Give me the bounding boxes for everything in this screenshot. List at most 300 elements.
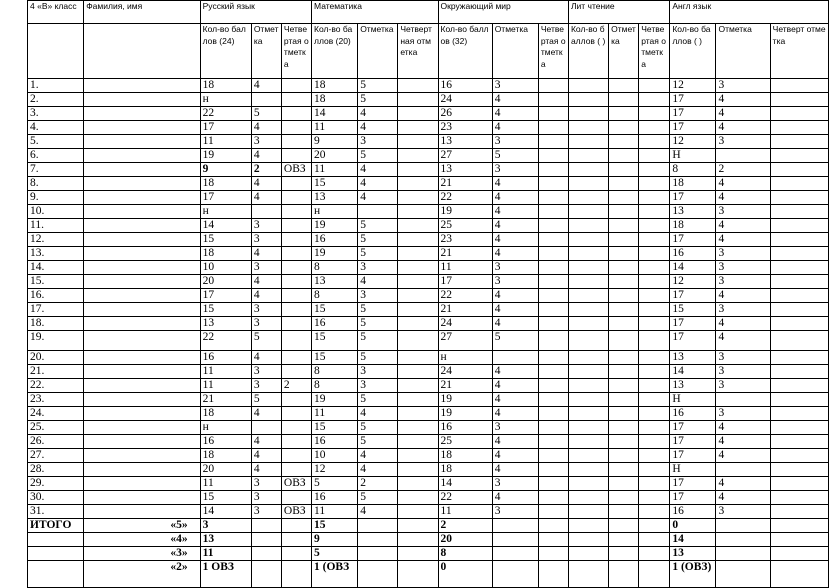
eng-quarter-cell [770, 449, 828, 463]
math-points-cell: 12 [312, 463, 358, 477]
world-quarter-cell [538, 261, 568, 275]
eng-quarter-cell [770, 163, 828, 177]
totals-rus-count: 13 [200, 533, 251, 547]
rus-quarter-cell: 2 [281, 379, 311, 393]
rus-points-cell: 20 [200, 463, 251, 477]
world-quarter-cell [538, 247, 568, 261]
lit-points-cell [568, 407, 608, 421]
lit-points-cell [568, 449, 608, 463]
lit-mark-cell [609, 79, 639, 93]
totals-row [28, 547, 829, 561]
eng-quarter-cell [770, 365, 828, 379]
lit-quarter-cell [639, 407, 670, 421]
math-quarter-cell [398, 121, 438, 135]
rus-quarter-cell [281, 317, 311, 331]
row-number-cell: 26. [28, 435, 84, 449]
lit-quarter-cell [639, 351, 670, 365]
math-mark-cell: 5 [358, 303, 398, 317]
rus-quarter-cell [281, 421, 311, 435]
eng-quarter-cell [770, 379, 828, 393]
world-mark-cell: 3 [492, 135, 538, 149]
world-quarter-cell [538, 421, 568, 435]
eng-quarter-cell [770, 149, 828, 163]
math-quarter-cell [398, 351, 438, 365]
student-name-cell [84, 219, 200, 233]
world-points-header: Кол-во баллов (32) [438, 24, 492, 79]
rus-mark-cell: 3 [251, 303, 281, 317]
table-row [28, 275, 829, 289]
math-quarter-cell [398, 491, 438, 505]
totals-math-count: 5 [312, 547, 358, 561]
table-row [28, 177, 829, 191]
rus-mark-header: Отметка [251, 24, 281, 79]
row-number-cell: 31. [28, 505, 84, 519]
student-name-cell [84, 505, 200, 519]
eng-quarter-cell [770, 247, 828, 261]
world-points-cell: 19 [438, 393, 492, 407]
rus-points-cell: н [200, 421, 251, 435]
lit-mark-cell [609, 303, 639, 317]
math-points-cell: 16 [312, 233, 358, 247]
math-mark-cell: 5 [358, 149, 398, 163]
math-mark-cell: 4 [358, 121, 398, 135]
eng-mark-header: Отметка [716, 24, 770, 79]
math-quarter-cell [398, 247, 438, 261]
world-points-cell: 16 [438, 421, 492, 435]
totals-empty-cell [281, 519, 311, 533]
math-points-cell: 5 [312, 477, 358, 491]
eng-quarter-cell [770, 351, 828, 365]
world-points-cell: 24 [438, 365, 492, 379]
eng-mark-cell: 4 [716, 449, 770, 463]
math-mark-cell: 5 [358, 351, 398, 365]
eng-mark-cell: 2 [716, 163, 770, 177]
table-row [28, 135, 829, 149]
math-quarter-cell [398, 289, 438, 303]
world-points-cell: 18 [438, 449, 492, 463]
math-quarter-cell [398, 233, 438, 247]
eng-points-cell: 17 [670, 233, 716, 247]
rus-points-cell: 15 [200, 233, 251, 247]
totals-empty-cell [358, 519, 398, 533]
lit-points-cell [568, 303, 608, 317]
eng-points-cell: 16 [670, 247, 716, 261]
rus-mark-cell: 4 [251, 191, 281, 205]
math-mark-cell: 4 [358, 463, 398, 477]
lit-quarter-cell [639, 379, 670, 393]
table-row [28, 149, 829, 163]
eng-quarter-cell [770, 191, 828, 205]
rus-mark-cell: 4 [251, 463, 281, 477]
student-name-cell [84, 93, 200, 107]
math-quarter-cell [398, 463, 438, 477]
eng-quarter-cell [770, 93, 828, 107]
lit-points-cell [568, 379, 608, 393]
totals-empty-cell [716, 561, 770, 588]
eng-mark-cell: 3 [716, 205, 770, 219]
totals-label [28, 561, 84, 588]
rus-mark-cell: 3 [251, 261, 281, 275]
lit-mark-cell [609, 351, 639, 365]
lit-mark-cell [609, 219, 639, 233]
lit-points-cell [568, 505, 608, 519]
header-empty-cell [28, 24, 84, 79]
eng-quarter-cell [770, 477, 828, 491]
eng-mark-cell: 4 [716, 219, 770, 233]
table-row [28, 191, 829, 205]
world-mark-cell: 3 [492, 421, 538, 435]
eng-points-cell: 14 [670, 261, 716, 275]
rus-points-cell: 17 [200, 191, 251, 205]
lit-mark-cell [609, 491, 639, 505]
world-quarter-cell [538, 79, 568, 93]
math-points-cell: 16 [312, 317, 358, 331]
math-mark-cell: 2 [358, 477, 398, 491]
rus-quarter-cell: ОВЗ [281, 505, 311, 519]
eng-mark-cell: 4 [716, 317, 770, 331]
world-points-cell: 11 [438, 505, 492, 519]
world-mark-cell: 4 [492, 177, 538, 191]
eng-quarter-cell [770, 421, 828, 435]
eng-quarter-header: Четверт отметка [770, 24, 828, 79]
subject-russian: Русский язык [200, 1, 311, 24]
math-points-cell: 18 [312, 93, 358, 107]
world-points-cell: 24 [438, 317, 492, 331]
lit-quarter-cell [639, 463, 670, 477]
world-quarter-cell [538, 191, 568, 205]
world-quarter-cell [538, 331, 568, 351]
row-number-cell: 9. [28, 191, 84, 205]
math-quarter-cell [398, 407, 438, 421]
row-number-cell: 15. [28, 275, 84, 289]
math-points-cell: 16 [312, 435, 358, 449]
eng-points-cell: 18 [670, 219, 716, 233]
rus-quarter-cell [281, 149, 311, 163]
lit-points-cell [568, 219, 608, 233]
world-mark-cell: 4 [492, 289, 538, 303]
lit-points-cell [568, 261, 608, 275]
totals-empty-cell [609, 561, 639, 588]
math-mark-cell: 4 [358, 505, 398, 519]
student-name-cell [84, 317, 200, 331]
math-quarter-cell [398, 449, 438, 463]
student-name-cell [84, 477, 200, 491]
world-mark-cell: 4 [492, 365, 538, 379]
world-points-cell: 21 [438, 247, 492, 261]
row-number-cell: 16. [28, 289, 84, 303]
world-mark-cell: 4 [492, 247, 538, 261]
lit-quarter-cell [639, 331, 670, 351]
student-name-cell [84, 351, 200, 365]
rus-quarter-cell [281, 79, 311, 93]
world-quarter-cell [538, 379, 568, 393]
lit-mark-cell [609, 435, 639, 449]
totals-empty-cell [538, 533, 568, 547]
student-name-cell [84, 121, 200, 135]
math-mark-cell: 5 [358, 435, 398, 449]
math-points-cell: 11 [312, 121, 358, 135]
math-mark-cell: 4 [358, 163, 398, 177]
row-number-cell: 21. [28, 365, 84, 379]
world-points-cell: 22 [438, 491, 492, 505]
row-number-cell: 28. [28, 463, 84, 477]
world-mark-cell: 4 [492, 379, 538, 393]
row-number-cell: 2. [28, 93, 84, 107]
rus-points-cell: 14 [200, 505, 251, 519]
student-name-cell [84, 247, 200, 261]
row-number-cell: 1. [28, 79, 84, 93]
world-mark-cell: 4 [492, 317, 538, 331]
eng-quarter-cell [770, 505, 828, 519]
rus-points-cell: 17 [200, 289, 251, 303]
world-mark-cell: 4 [492, 491, 538, 505]
totals-empty-cell [251, 561, 281, 588]
totals-empty-cell [492, 561, 538, 588]
world-mark-cell: 3 [492, 261, 538, 275]
totals-world-count: 0 [438, 561, 492, 588]
rus-quarter-cell [281, 121, 311, 135]
eng-mark-cell: 3 [716, 303, 770, 317]
math-points-cell: 14 [312, 107, 358, 121]
table-row [28, 449, 829, 463]
totals-grade-label: «3» [84, 547, 200, 561]
rus-points-cell: 22 [200, 331, 251, 351]
math-quarter-cell [398, 365, 438, 379]
lit-quarter-cell [639, 289, 670, 303]
math-points-header: Кол-во баллов (20) [312, 24, 358, 79]
totals-empty-cell [568, 561, 608, 588]
lit-quarter-cell [639, 421, 670, 435]
student-name-cell [84, 149, 200, 163]
eng-quarter-cell [770, 491, 828, 505]
header-row-columns [28, 24, 829, 79]
table-row [28, 163, 829, 177]
math-quarter-cell [398, 261, 438, 275]
totals-empty-cell [770, 561, 828, 588]
lit-mark-cell [609, 449, 639, 463]
rus-mark-cell: 3 [251, 135, 281, 149]
rus-points-cell: 11 [200, 365, 251, 379]
lit-points-cell [568, 331, 608, 351]
math-points-cell: 19 [312, 393, 358, 407]
table-row [28, 407, 829, 421]
eng-quarter-cell [770, 79, 828, 93]
world-mark-cell: 4 [492, 449, 538, 463]
totals-rus-count: 3 [200, 519, 251, 533]
rus-points-cell: 19 [200, 149, 251, 163]
lit-points-cell [568, 317, 608, 331]
world-quarter-cell [538, 449, 568, 463]
row-number-cell: 23. [28, 393, 84, 407]
world-mark-cell: 4 [492, 303, 538, 317]
rus-points-cell: 11 [200, 135, 251, 149]
world-points-cell: 19 [438, 407, 492, 421]
rus-points-cell: 21 [200, 393, 251, 407]
totals-empty-cell [770, 519, 828, 533]
table-row [28, 463, 829, 477]
totals-rus-count: 1 ОВЗ [200, 561, 251, 588]
rus-quarter-cell: ОВЗ [281, 163, 311, 177]
rus-mark-cell: 4 [251, 289, 281, 303]
row-number-cell: 8. [28, 177, 84, 191]
world-points-cell: 17 [438, 275, 492, 289]
lit-mark-cell [609, 135, 639, 149]
math-mark-cell: 3 [358, 261, 398, 275]
lit-quarter-cell [639, 303, 670, 317]
world-points-cell: 16 [438, 79, 492, 93]
student-name-cell [84, 379, 200, 393]
rus-points-cell: 11 [200, 379, 251, 393]
eng-points-cell: Н [670, 393, 716, 407]
world-quarter-cell [538, 149, 568, 163]
rus-mark-cell: 4 [251, 79, 281, 93]
eng-quarter-cell [770, 463, 828, 477]
rus-quarter-cell [281, 449, 311, 463]
world-points-cell: 21 [438, 303, 492, 317]
student-name-cell [84, 303, 200, 317]
math-points-cell: 15 [312, 331, 358, 351]
eng-mark-cell [716, 149, 770, 163]
lit-quarter-cell [639, 205, 670, 219]
lit-quarter-cell [639, 79, 670, 93]
eng-mark-cell: 4 [716, 177, 770, 191]
math-mark-cell: 3 [358, 289, 398, 303]
student-name-cell [84, 407, 200, 421]
math-mark-cell: 4 [358, 275, 398, 289]
world-points-cell: 23 [438, 121, 492, 135]
eng-mark-cell: 4 [716, 421, 770, 435]
totals-empty-cell [281, 533, 311, 547]
eng-mark-cell: 3 [716, 79, 770, 93]
totals-row [28, 533, 829, 547]
lit-mark-cell [609, 379, 639, 393]
world-quarter-cell [538, 303, 568, 317]
eng-points-cell: 17 [670, 317, 716, 331]
world-mark-cell: 4 [492, 393, 538, 407]
totals-row [28, 519, 829, 533]
rus-quarter-cell [281, 289, 311, 303]
lit-mark-cell [609, 289, 639, 303]
row-number-cell: 14. [28, 261, 84, 275]
world-mark-cell: 4 [492, 191, 538, 205]
rus-points-cell: 15 [200, 491, 251, 505]
world-quarter-cell [538, 505, 568, 519]
math-points-cell: 9 [312, 135, 358, 149]
world-mark-cell: 3 [492, 163, 538, 177]
lit-mark-header: Отметка [609, 24, 639, 79]
totals-empty-cell [492, 519, 538, 533]
eng-points-cell: 12 [670, 79, 716, 93]
eng-points-cell: 17 [670, 107, 716, 121]
math-quarter-cell [398, 93, 438, 107]
totals-empty-cell [492, 547, 538, 561]
lit-mark-cell [609, 317, 639, 331]
rus-quarter-cell [281, 233, 311, 247]
rus-quarter-cell [281, 205, 311, 219]
lit-quarter-cell [639, 219, 670, 233]
totals-math-count: 15 [312, 519, 358, 533]
table-row [28, 247, 829, 261]
world-quarter-cell [538, 463, 568, 477]
rus-mark-cell: 4 [251, 351, 281, 365]
row-number-cell: 13. [28, 247, 84, 261]
lit-points-header: Кол-во баллов ( ) [568, 24, 608, 79]
math-points-cell: 20 [312, 149, 358, 163]
eng-mark-cell: 3 [716, 135, 770, 149]
math-quarter-cell [398, 505, 438, 519]
world-points-cell: 13 [438, 163, 492, 177]
world-points-cell: н [438, 351, 492, 365]
eng-points-cell: 13 [670, 351, 716, 365]
student-name-cell [84, 275, 200, 289]
rus-quarter-cell [281, 331, 311, 351]
lit-points-cell [568, 191, 608, 205]
world-points-cell: 25 [438, 435, 492, 449]
rus-quarter-cell [281, 135, 311, 149]
world-quarter-cell [538, 365, 568, 379]
table-row [28, 219, 829, 233]
student-name-cell [84, 233, 200, 247]
row-number-cell: 20. [28, 351, 84, 365]
totals-empty-cell [568, 519, 608, 533]
lit-points-cell [568, 93, 608, 107]
lit-mark-cell [609, 233, 639, 247]
eng-mark-cell: 4 [716, 289, 770, 303]
totals-grade-label: «5» [84, 519, 200, 533]
totals-empty-cell [398, 547, 438, 561]
eng-points-cell: 17 [670, 477, 716, 491]
totals-label: ИТОГО [28, 519, 84, 533]
lit-mark-cell [609, 163, 639, 177]
student-name-cell [84, 365, 200, 379]
math-mark-cell: 5 [358, 317, 398, 331]
lit-points-cell [568, 351, 608, 365]
totals-empty-cell [639, 533, 670, 547]
world-quarter-cell [538, 177, 568, 191]
totals-empty-cell [358, 561, 398, 588]
math-mark-cell: 5 [358, 421, 398, 435]
rus-mark-cell: 3 [251, 233, 281, 247]
rus-mark-cell: 5 [251, 331, 281, 351]
totals-empty-cell [538, 561, 568, 588]
totals-empty-cell [770, 547, 828, 561]
student-name-cell [84, 205, 200, 219]
world-points-cell: 22 [438, 191, 492, 205]
rus-points-cell: 18 [200, 79, 251, 93]
table-row [28, 365, 829, 379]
row-number-cell: 27. [28, 449, 84, 463]
row-number-cell: 17. [28, 303, 84, 317]
rus-mark-cell [251, 205, 281, 219]
eng-points-cell: 16 [670, 505, 716, 519]
eng-mark-cell: 3 [716, 247, 770, 261]
row-number-cell: 18. [28, 317, 84, 331]
totals-empty-cell [492, 533, 538, 547]
row-number-cell: 5. [28, 135, 84, 149]
table-row [28, 289, 829, 303]
eng-quarter-cell [770, 233, 828, 247]
student-name-cell [84, 393, 200, 407]
rus-quarter-cell [281, 393, 311, 407]
rus-mark-cell: 3 [251, 379, 281, 393]
table-row [28, 233, 829, 247]
lit-quarter-cell [639, 317, 670, 331]
lit-points-cell [568, 163, 608, 177]
rus-points-header: Кол-во баллов (24) [200, 24, 251, 79]
math-mark-cell: 5 [358, 79, 398, 93]
row-number-cell: 4. [28, 121, 84, 135]
world-quarter-cell [538, 121, 568, 135]
